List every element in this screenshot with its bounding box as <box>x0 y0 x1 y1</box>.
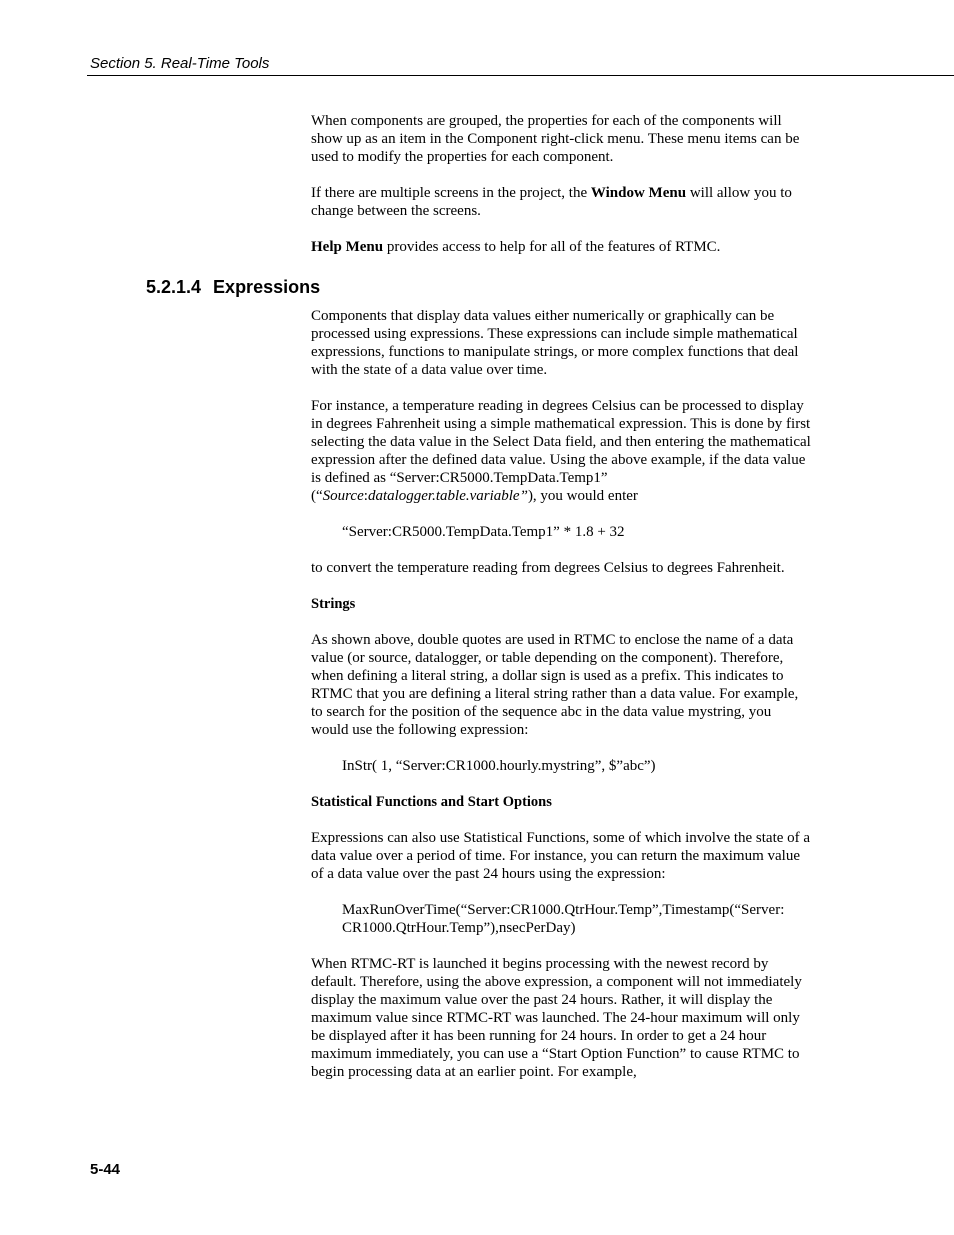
strings-paragraph: As shown above, double quotes are used in RTMC to enclose the name of a data value (or source, datalogger, or table depending on the component). Therefore, when defining a literal string, a dollar sign is used as a prefix. This indicates to RTMC that you are defining a literal string rather than a data value. For example, to search for the position of the sequence abc in the data value mystring, you would use the following expression: <box>311 632 799 738</box>
expressions-paragraph-3: to convert the temperature reading from degrees Celsius to degrees Fahrenheit. <box>311 560 785 576</box>
statistical-heading: Statistical Functions and Start Options <box>311 794 552 810</box>
code-example-1: “Server:CR5000.TempData.Temp1” * 1.8 + 32 <box>342 524 625 540</box>
header-rule <box>87 75 954 76</box>
code-example-3-line-1: MaxRunOverTime(“Server:CR1000.QtrHour.Temp”,Timestamp(“Server: <box>342 902 785 918</box>
help-menu-term: Help Menu <box>311 239 384 255</box>
intro-block <box>311 112 811 256</box>
running-header: Section 5. Real-Time Tools <box>90 55 270 72</box>
expressions-paragraph-2 <box>311 397 811 505</box>
expr-p2-text-a: For instance, a temperature reading in degrees Celsius can be processed to display in degrees Fahrenheit using a simple mathematical expression. This is done by first selecting the data value in the Select Data field, and then entering the mathematical expression after the defined data value. Using the above example, if the data value is defined as “Server:CR5000.TempData.Temp1” (“ <box>311 398 811 504</box>
expr-p2-text-b: ), you would enter <box>527 488 638 504</box>
statistical-paragraph-1: Expressions can also use Statistical Functions, some of which involve the state of a data value over a period of time. For instance, you can return the maximum value of a data value over the past 24 hours using the expression: <box>311 830 811 882</box>
expressions-block <box>311 307 811 1081</box>
section-number: 5.2.1.4 <box>146 277 202 297</box>
code-example-3-line-2: CR1000.QtrHour.Temp”),nsecPerDay) <box>342 920 576 936</box>
code-example-2: InStr( 1, “Server:CR1000.hourly.mystring”, $”abc”) <box>342 758 656 774</box>
intro-p2-text-b: will allow you to change between the screens. <box>311 185 792 219</box>
intro-paragraph-3 <box>311 238 811 256</box>
intro-p2-text-a: If there are multiple screens in the project, the <box>311 185 591 201</box>
intro-paragraph-1: When components are grouped, the properties for each of the components will show up as an item in the Component right-click menu. These menu items can be used to modify the properties for each component. <box>311 113 800 165</box>
window-menu-term: Window Menu <box>590 185 687 201</box>
expr-p2-colon: : <box>363 488 368 504</box>
strings-heading: Strings <box>311 596 356 612</box>
intro-paragraph-2 <box>311 184 811 220</box>
expr-p2-path: datalogger.table.variable” <box>367 488 528 504</box>
section-title: Expressions <box>213 277 321 297</box>
statistical-paragraph-2: When RTMC-RT is launched it begins processing with the newest record by default. Therefore, using the above expression, a component will not immediately display the maximum value over the past 24 hours. Rather, it will display the maximum value since RTMC-RT was launched. The 24-hour maximum will only be displayed after it has been running for 24 hours. In order to get a 24 hour maximum immediately, you can use a “Start Option Function” to cause RTMC to begin processing data at an earlier point. For example, <box>311 956 802 1080</box>
page-number: 5-44 <box>90 1161 121 1178</box>
expr-p2-source: Source <box>322 488 364 504</box>
section-heading <box>146 276 320 298</box>
expressions-paragraph-1: Components that display data values either numerically or graphically can be processed using expressions. These expressions can include simple mathematical expressions, functions to manipulate strings, or more complex functions that deal with the state of a data value over time. <box>311 308 799 378</box>
intro-p3-text: provides access to help for all of the features of RTMC. <box>383 239 721 255</box>
